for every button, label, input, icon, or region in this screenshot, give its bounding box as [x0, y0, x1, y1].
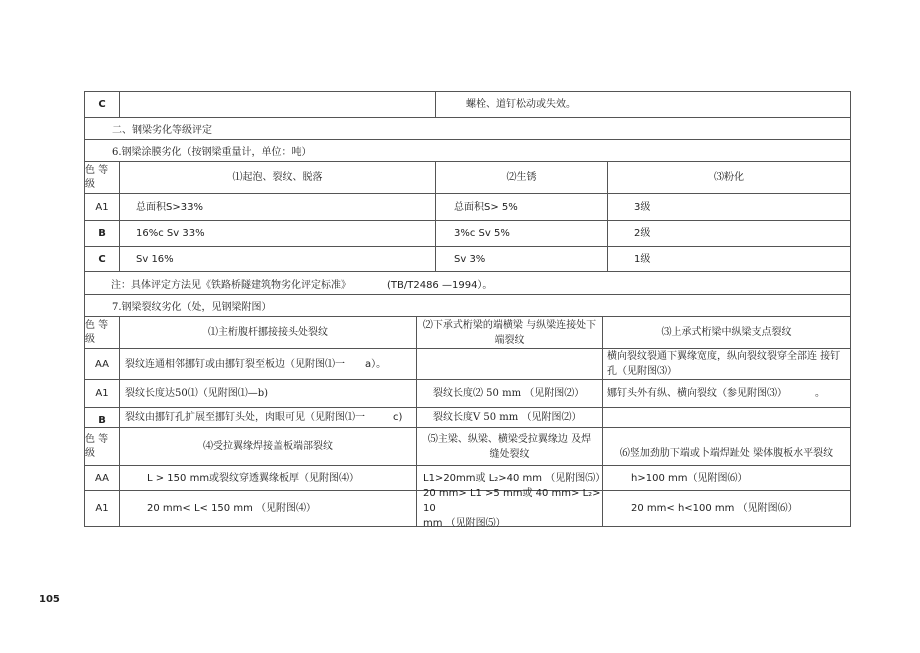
table-row — [84, 91, 851, 117]
grade-cell: C — [98, 253, 106, 265]
column-header: ⑴起泡、裂纹、脱落 — [119, 162, 435, 193]
grade-header: 色 等 级 — [85, 319, 109, 345]
grade-cell: B — [98, 414, 106, 426]
table-row — [84, 407, 851, 427]
table-cell — [119, 408, 416, 427]
grade-header: 色 等 级 — [85, 164, 109, 190]
table-row — [84, 220, 851, 246]
column-header: ⑵下承式桁梁的端横梁 与纵梁连接处下 端裂纹 — [416, 317, 602, 348]
table-cell: 裂纹长度⑵ 50 mm （见附图⑵） — [416, 380, 602, 407]
grade-cell: A1 — [95, 388, 109, 399]
column-header: ⑶上承式桁梁中纵梁支点裂纹 — [602, 317, 850, 348]
table-cell: 16%c Sv 33% — [119, 221, 435, 246]
table-row — [84, 193, 851, 220]
cell-text: 娜钉头外有纵、横向裂纹（参见附图⑶） — [607, 388, 787, 399]
note-text: 注：具体评定方法见《铁路桥隧建筑物劣化评定标准》 — [111, 279, 351, 291]
note-code: (TB/T2486 —1994）。 — [387, 279, 493, 291]
table-row — [84, 379, 851, 407]
table-cell: 20 mm< L< 150 mm （见附图⑷） — [119, 491, 416, 526]
table-row — [84, 117, 851, 139]
cell-text-suffix: 。 — [815, 388, 825, 399]
table-row — [84, 271, 851, 294]
table-row — [84, 490, 851, 527]
column-header: ⑵生锈 — [435, 162, 607, 193]
table-cell: Sv 16% — [119, 247, 435, 271]
column-header: ⑴主桁腹杆挪接接头处裂纹 — [119, 317, 416, 348]
note — [85, 272, 850, 294]
table-cell: 裂纹长度V 50 mm （见附图⑵） — [416, 408, 602, 427]
cell-text-suffix: a）。 — [365, 358, 387, 370]
table-cell: 3%c Sv 5% — [435, 221, 607, 246]
table-header-row — [84, 316, 851, 348]
empty-cell — [119, 92, 435, 117]
table-cell: 1级 — [607, 247, 850, 271]
table-cell: L > 150 mm或裂纹穿透翼缘板厚（见附图⑷） — [119, 466, 416, 490]
table-cell: 总面积S>33% — [119, 194, 435, 220]
table-cell: 总面积S> 5% — [435, 194, 607, 220]
table-cell: 2级 — [607, 221, 850, 246]
table-row — [84, 139, 851, 161]
empty-cell — [602, 408, 850, 427]
table-cell — [602, 380, 850, 407]
table-cell: 20 mm< h<100 mm （见附图⑹） — [602, 491, 850, 526]
column-header: ⑸主梁、纵梁、横梁受拉翼缘边 及焊 缝处裂纹 — [416, 428, 602, 465]
document-table — [84, 91, 851, 527]
empty-cell — [416, 349, 602, 379]
grade-header: 色 等 级 — [85, 433, 109, 459]
table-cell: 横向裂纹裂通下翼缘宽度，纵向裂纹裂穿全部连 接钉 孔（见附图⑶） — [602, 349, 850, 379]
grade-cell: B — [98, 228, 106, 239]
table-cell: Sv 3% — [435, 247, 607, 271]
cell-text: 裂纹由挪钉孔扩展至挪钉头处，肉眼可见（见附图⑴一 — [125, 412, 365, 423]
grade-cell: AA — [95, 472, 109, 484]
grade-cell: AA — [95, 358, 109, 370]
column-header: ⑶粉化 — [607, 162, 850, 193]
section-title: 二、钢梁劣化等级评定 — [112, 125, 212, 136]
table-cell: 20 mm> L1 >5 mm或 40 mm> L₂> 10 mm （见附图⑸） — [416, 491, 602, 526]
text-cell: 螺栓、道钉松动或失效。 — [435, 92, 850, 117]
grade-cell: A1 — [95, 503, 109, 514]
table-row — [84, 294, 851, 316]
item-title: 6.钢梁涂膜劣化（按钢梁重量计，单位：吨） — [112, 147, 312, 158]
cell-text: 裂纹连通相邻挪钉或由挪钉裂至板边（见附图⑴一 — [125, 358, 345, 370]
column-header: ⑹竖加劲肋下端或卜端焊趾处 梁体腹板水平裂纹 — [602, 428, 850, 465]
table-cell: h>100 mm（见附图⑹） — [602, 466, 850, 490]
grade-cell: C — [98, 99, 106, 110]
column-header: ⑷受拉翼缘焊接盖板端部裂纹 — [119, 428, 416, 465]
table-row — [84, 348, 851, 379]
table-header-row — [84, 427, 851, 465]
table-cell — [119, 349, 416, 379]
item-title: 7.钢梁裂纹劣化（处，见钢梁附图） — [112, 302, 272, 313]
table-row — [84, 246, 851, 271]
cell-text-suffix: c) — [393, 412, 403, 423]
table-cell: 3级 — [607, 194, 850, 220]
table-cell: L1>20mm或 L₂>40 mm （见附图⑸） — [416, 466, 602, 490]
page-number: 105 — [39, 594, 60, 605]
grade-cell: A1 — [95, 201, 109, 213]
table-header-row — [84, 161, 851, 193]
table-cell: 裂纹长度达50⑴（见附图⑴—b) — [119, 380, 416, 407]
